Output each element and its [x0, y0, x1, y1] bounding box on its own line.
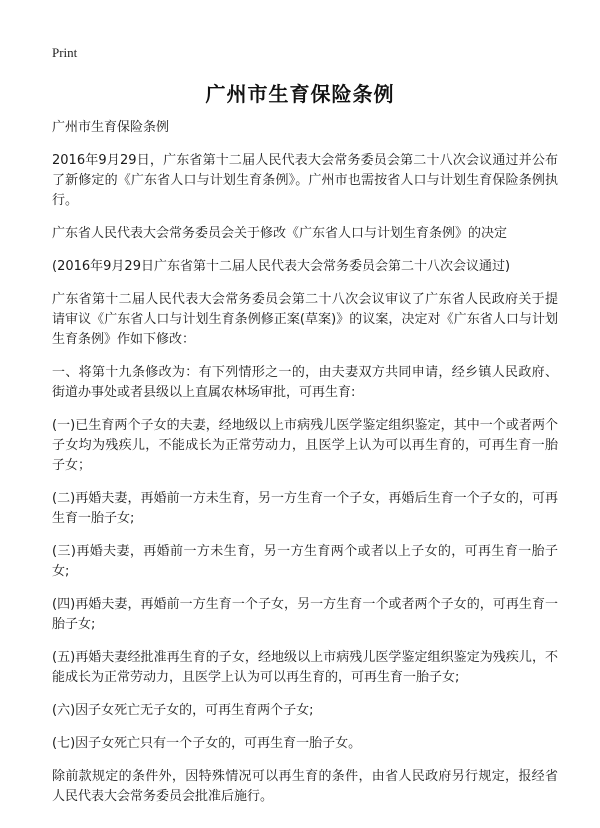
paragraph-decision-date: (2016年9月29日广东省第十二届人民代表大会常务委员会第二十八次会议通过) — [52, 259, 511, 274]
paragraph-closing: 除前款规定的条件外，因特殊情况可以再生育的条件，由省人民政府另行规定，报经省人民代表大会常务委员会批准后施行。 — [52, 769, 558, 804]
paragraph-clause-5: (五)再婚夫妻经批准再生育的子女，经地级以上市病残儿医学鉴定组织鉴定为残疾儿，不能成长为正常劳动力，且医学上认为可以再生育的，可再生育一胎子女; — [52, 650, 558, 685]
document-title: 广州市生育保险条例 — [205, 82, 395, 106]
paragraph-clause-6: (六)因子女死亡无子女的，可再生育两个子女; — [52, 703, 314, 718]
paragraph-clause-7: (七)因子女死亡只有一个子女的，可再生育一胎子女。 — [52, 736, 362, 751]
paragraph-clause-1: (一)已生育两个子女的夫妻，经地级以上市病残儿医学鉴定组织鉴定，其中一个或者两个子女均为残疾儿，不能成长为正常劳动力，且医学上认为可以再生育的，可再生育一胎子女； — [52, 418, 558, 473]
document-body — [52, 118, 558, 820]
paragraph-decision-body: 广东省第十二届人民代表大会常务委员会第二十八次会议审议了广东省人民政府关于提请审议《广东省人口与计划生育条例修正案(草案)》的议案，决定对《广东省人口与计划生育条例》作如下修改： — [52, 292, 558, 347]
paragraph-article-19: 一、将第十九条修改为：有下列情形之一的，由夫妻双方共同申请，经乡镇人民政府、街道办事处或者县级以上直属农林场审批，可再生育: — [52, 365, 558, 400]
paragraph-decision-title: 广东省人民代表大会常务委员会关于修改《广东省人口与计划生育条例》的决定 — [52, 226, 508, 241]
paragraph-clause-2: (二)再婚夫妻，再婚前一方未生育，另一方生育一个子女，再婚后生育一个子女的，可再生育一胎子女; — [52, 491, 558, 526]
print-link[interactable]: Print — [52, 45, 78, 60]
paragraph-intro: 2016年9月29日，广东省第十二届人民代表大会常务委员会第二十八次会议通过并公布了新修定的《广东省人口与计划生育条例》。广州市也需按省人口与计划生育保险条例执行。 — [52, 153, 558, 208]
paragraph-clause-4: (四)再婚夫妻，再婚前一方生育一个子女，另一方生育一个或者两个子女的，可再生育一胎子女; — [52, 597, 558, 632]
paragraph-clause-3: (三)再婚夫妻，再婚前一方未生育，另一方生育两个或者以上子女的，可再生育一胎子女; — [52, 544, 558, 579]
paragraph-subtitle: 广州市生育保险条例 — [52, 120, 170, 135]
